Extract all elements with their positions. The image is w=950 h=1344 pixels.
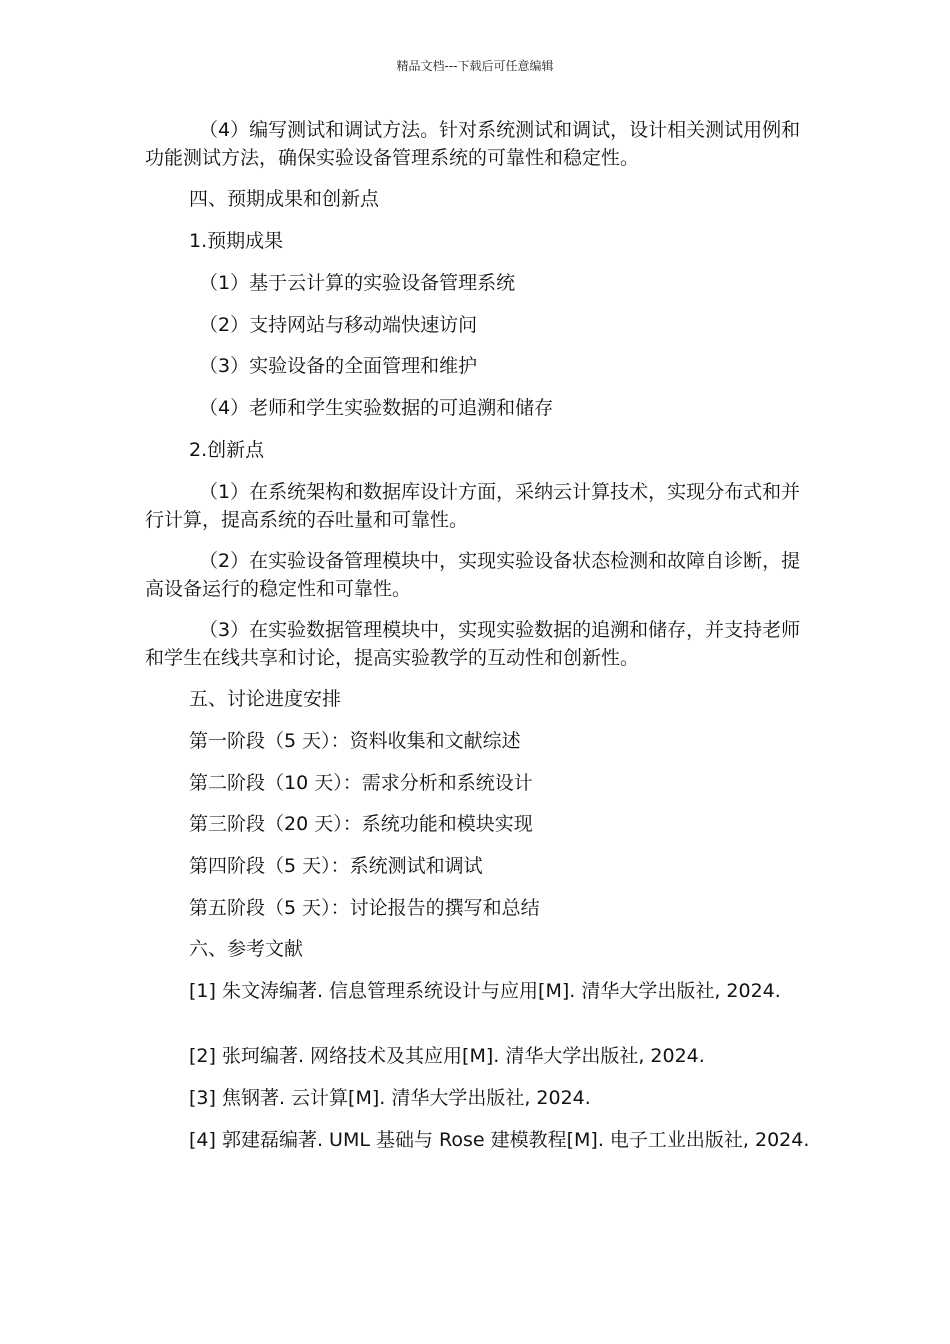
schedule-phase-5: 第五阶段（5 天）：讨论报告的撰写和总结 (189, 897, 540, 919)
result-item-4: （4）老师和学生实验数据的可追溯和储存 (199, 397, 554, 419)
result-item-2: （2）支持网站与移动端快速访问 (199, 314, 478, 336)
paragraph-test-methods: （4）编写测试和调试方法。针对系统测试和调试，设计相关测试用例和功能测试方法，确保实验设备管理系统的可靠性和稳定性。 (145, 119, 801, 169)
innovation-item-3: （3）在实验数据管理模块中，实现实验数据的追溯和储存，并支持老师和学生在线共享和讨论，提高实验教学的互动性和创新性。 (145, 619, 801, 669)
page-header: 精品文档---下载后可任意编辑 (396, 59, 554, 73)
schedule-phase-4: 第四阶段（5 天）：系统测试和调试 (189, 855, 483, 877)
result-item-1: （1）基于云计算的实验设备管理系统 (199, 272, 516, 294)
subheading-expected-results: 1.预期成果 (189, 230, 284, 252)
schedule-phase-1: 第一阶段（5 天）：资料收集和文献综述 (189, 730, 521, 752)
result-item-3: （3）实验设备的全面管理和维护 (199, 355, 478, 377)
reference-2: [2] 张珂编著. 网络技术及其应用[M]. 清华大学出版社, 2024. (189, 1045, 705, 1067)
innovation-item-1: （1）在系统架构和数据库设计方面，采纳云计算技术，实现分布式和并行计算，提高系统的吞吐量和可靠性。 (145, 481, 801, 531)
reference-1: [1] 朱文涛编著. 信息管理系统设计与应用[M]. 清华大学出版社, 2024. (189, 980, 781, 1002)
innovation-item-2: （2）在实验设备管理模块中，实现实验设备状态检测和故障自诊断，提高设备运行的稳定性和可靠性。 (145, 550, 801, 600)
section-heading-schedule: 五、讨论进度安排 (189, 688, 342, 710)
section-heading-expected-results: 四、预期成果和创新点 (189, 188, 380, 210)
subheading-innovations: 2.创新点 (189, 439, 265, 461)
schedule-phase-2: 第二阶段（10 天）：需求分析和系统设计 (189, 772, 533, 794)
reference-4: [4] 郭建磊编著. UML 基础与 Rose 建模教程[M]. 电子工业出版社, 2024. (189, 1129, 810, 1151)
reference-3: [3] 焦钢著. 云计算[M]. 清华大学出版社, 2024. (189, 1087, 591, 1109)
schedule-phase-3: 第三阶段（20 天）：系统功能和模块实现 (189, 813, 533, 835)
section-heading-references: 六、参考文献 (189, 938, 304, 960)
